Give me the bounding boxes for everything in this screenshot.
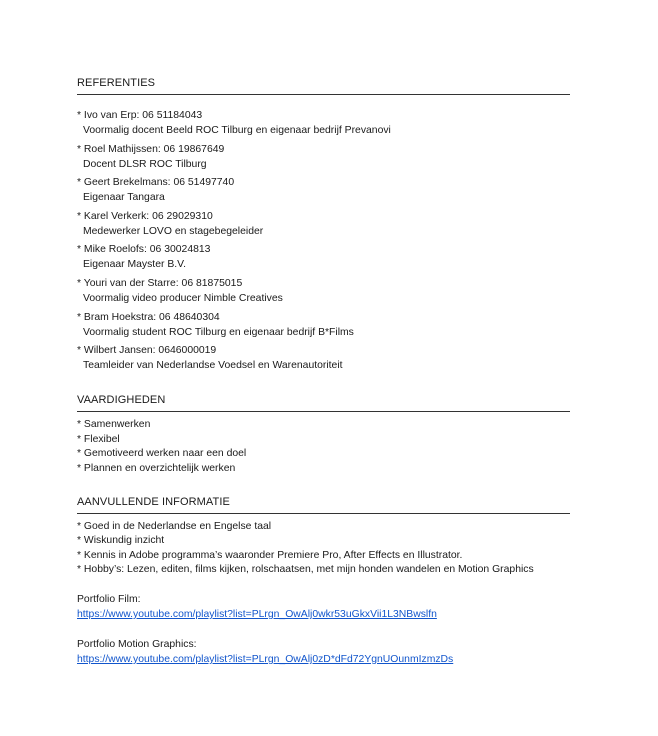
skill-item: * Gemotiveerd werken naar een doel [77, 448, 247, 460]
section-vaardigheden [77, 393, 570, 476]
section-referenties [77, 76, 570, 373]
reference-item [77, 142, 570, 172]
cv-page [77, 76, 570, 667]
info-list [77, 520, 570, 578]
reference-contact: * Geert Brekelmans: 06 51497740 [77, 177, 235, 189]
reference-item [77, 276, 570, 306]
reference-item [77, 310, 570, 340]
skill-item: * Samenwerken [77, 419, 151, 431]
section-title-aanvullende-informatie: AANVULLENDE INFORMATIE [77, 495, 570, 514]
reference-contact: * Mike Roelofs: 06 30024813 [77, 244, 211, 256]
portfolio-film-link[interactable]: https://www.youtube.com/playlist?list=PLrgn_OwAlj0wkr53uGkxVii1L3NBwslfn [77, 608, 437, 620]
skill-item: * Plannen en overzichtelijk werken [77, 462, 236, 474]
section-title-vaardigheden: VAARDIGHEDEN [77, 393, 570, 412]
portfolio-motion-graphics [77, 637, 570, 667]
reference-role: Voormalig docent Beeld ROC Tilburg en eigenaar bedrijf Prevanovi [83, 125, 391, 136]
info-item: * Wiskundig inzicht [77, 535, 165, 547]
info-item: * Goed in de Nederlandse en Engelse taal [77, 520, 272, 532]
portfolio-film-label: Portfolio Film: [77, 593, 141, 605]
info-item: * Hobby’s: Lezen, editen, films kijken, rolschaatsen, met mijn honden wandelen en Motion Graphics [77, 564, 534, 576]
section-aanvullende-informatie [77, 495, 570, 578]
reference-contact: * Wilbert Jansen: 0646000019 [77, 345, 217, 357]
portfolio-motion-label: Portfolio Motion Graphics: [77, 638, 197, 650]
reference-contact: * Ivo van Erp: 06 51184043 [77, 110, 203, 121]
reference-contact: * Karel Verkerk: 06 29029310 [77, 210, 213, 222]
reference-item [77, 343, 570, 373]
info-item: * Kennis in Adobe programma’s waaronder Premiere Pro, After Effects en Illustrator. [77, 549, 463, 561]
reference-item [77, 209, 570, 239]
reference-role: Eigenaar Tangara [83, 192, 165, 204]
reference-role: Teamleider van Nederlandse Voedsel en Warenautoriteit [83, 360, 343, 372]
portfolio-motion-link[interactable]: https://www.youtube.com/playlist?list=PLrgn_OwAlj0zD*dFd72YgnUOunmIzmzDs [77, 653, 454, 665]
reference-item [77, 242, 570, 272]
section-title-referenties: REFERENTIES [77, 76, 570, 95]
reference-role: Voormalig video producer Nimble Creatives [83, 292, 283, 304]
portfolio-film [77, 592, 570, 622]
reference-role: Voormalig student ROC Tilburg en eigenaar bedrijf B*Films [83, 326, 354, 338]
skill-item: * Flexibel [77, 433, 120, 445]
reference-item [77, 108, 570, 138]
reference-item [77, 175, 570, 205]
reference-role: Eigenaar Mayster B.V. [83, 259, 186, 271]
reference-contact: * Bram Hoekstra: 06 48640304 [77, 311, 220, 323]
reference-contact: * Roel Mathijssen: 06 19867649 [77, 143, 225, 155]
skills-list [77, 418, 570, 476]
reference-contact: * Youri van der Starre: 06 81875015 [77, 277, 243, 289]
reference-list [77, 108, 570, 373]
reference-role: Medewerker LOVO en stagebegeleider [83, 225, 264, 237]
reference-role: Docent DLSR ROC Tilburg [83, 158, 207, 170]
